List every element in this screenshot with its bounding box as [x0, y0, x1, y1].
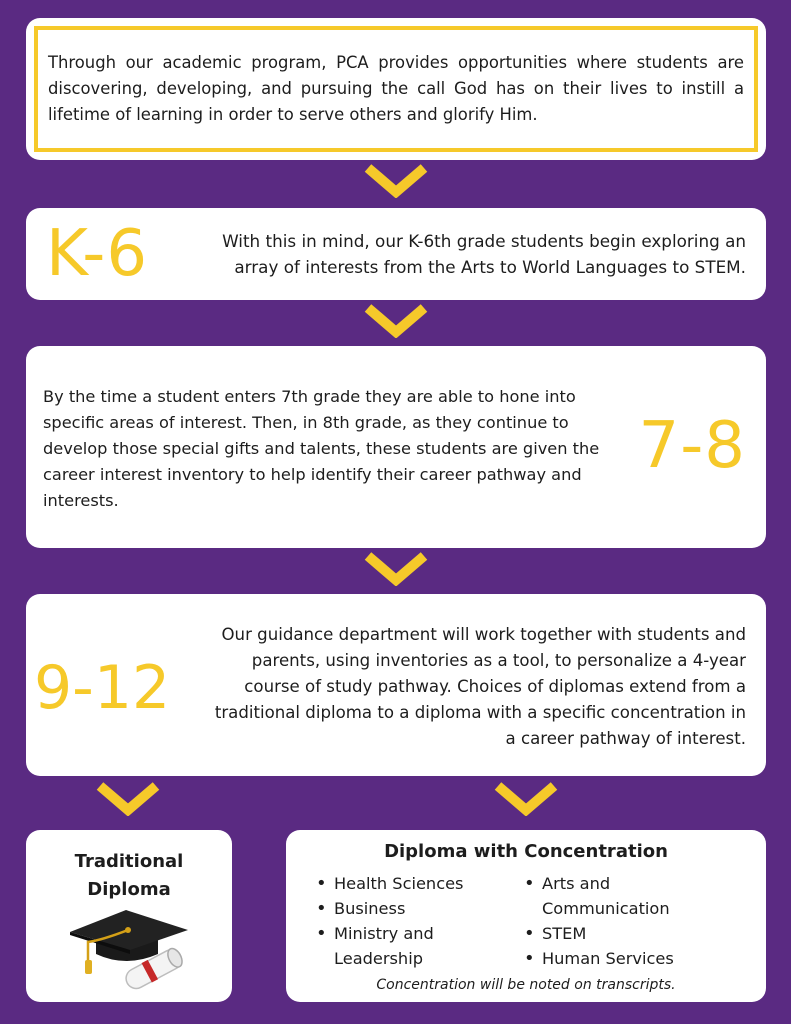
concentration-diploma-box: [286, 830, 766, 1002]
concentration-title: Diploma with Concentration: [384, 841, 668, 862]
list-item: • STEM: [522, 921, 722, 946]
intro-text: Through our academic program, PCA provides opportunities where students are discovering, developing, and pursuing the call God has on their lives to instill a lifetime of learning in order to serve others and glorify Him.: [34, 26, 758, 152]
chevron-down-icon: [362, 552, 430, 586]
chevron-down-icon: [362, 304, 430, 338]
grade-9-12-label: 9-12: [34, 653, 171, 723]
traditional-title-line2: Diploma: [87, 879, 171, 900]
k6-box: [26, 208, 766, 300]
list-item: • Ministry and Leadership: [314, 921, 494, 971]
list-item: • Business: [314, 896, 494, 921]
grade-7-8-label: 7-8: [638, 409, 746, 483]
intro-box: [26, 18, 766, 160]
k6-text: With this in mind, our K-6th grade students begin exploring an array of interests from the Arts to World Languages to STEM.: [222, 231, 746, 277]
traditional-diploma-box: [26, 830, 232, 1002]
grade-9-12-box: [26, 594, 766, 776]
grade-7-8-text: By the time a student enters 7th grade they are able to hone into specific areas of interest. Then, in 8th grade, as they continue to develop those special gifts and talents, these students are given the career interest inventory to help identify their career pathway and interests.: [43, 387, 600, 510]
chevron-down-icon: [94, 782, 162, 816]
grade-9-12-text: Our guidance department will work together with students and parents, using inventories as a tool, to personalize a 4-year course of study pathway. Choices of diplomas extend from a traditional diploma to a diploma with a specific concentration in a career pathway of interest.: [214, 625, 746, 748]
traditional-diploma-title: [26, 848, 232, 904]
concentration-column-2: [522, 871, 722, 971]
graduation-cap-diploma-icon: [66, 904, 194, 996]
grade-7-8-box: [26, 346, 766, 548]
list-item: • Health Sciences: [314, 871, 494, 896]
concentration-column-1: [314, 871, 494, 971]
traditional-title-line1: Traditional: [74, 851, 184, 872]
chevron-down-icon: [362, 164, 430, 198]
chevron-down-icon: [492, 782, 560, 816]
k6-label: K-6: [46, 217, 149, 291]
list-item: • Human Services: [522, 946, 722, 971]
transcript-note: Concentration will be noted on transcripts.: [376, 977, 676, 993]
list-item: • Arts and Communication: [522, 871, 722, 921]
